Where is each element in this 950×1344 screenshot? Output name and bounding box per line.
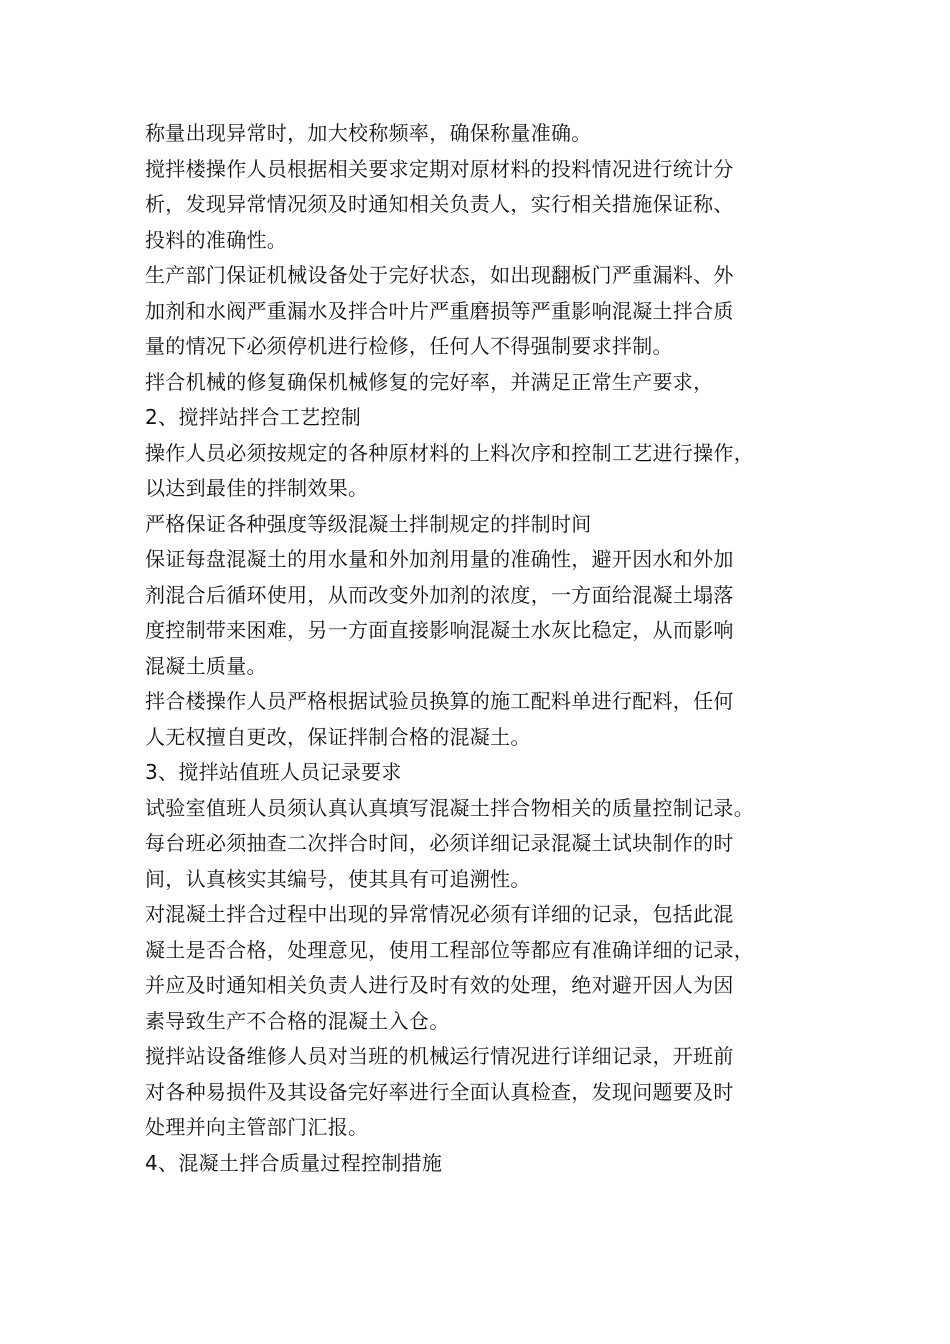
text-line: 析，发现异常情况须及时通知相关负责人，实行相关措施保证称、 bbox=[145, 192, 734, 216]
text-line: 间，认真核实其编号，使其具有可追溯性。 bbox=[145, 866, 531, 891]
text-line: 严格保证各种强度等级混凝土拌制规定的拌制时间 bbox=[145, 511, 592, 536]
text-line: 每台班必须抽查二次拌合时间，必须详细记录混凝土试块制作的时 bbox=[145, 831, 734, 855]
text-line: 对各种易损件及其设备完好率进行全面认真检查，发现问题要及时 bbox=[145, 1079, 734, 1104]
text-line: 试验室值班人员须认真认真填写混凝土拌合物相关的质量控制记录。 bbox=[145, 795, 754, 820]
text-line: 度控制带来困难，另一方面直接影响混凝土水灰比稳定，从而影响 bbox=[145, 618, 734, 642]
section-heading: 2、搅拌站拌合工艺控制 bbox=[145, 405, 362, 429]
text-line: 并应及时通知相关负责人进行及时有效的处理，绝对避开因人为因 bbox=[145, 973, 734, 997]
text-line: 处理并向主管部门汇报。 bbox=[145, 1115, 369, 1139]
text-line: 量的情况下必须停机进行检修，任何人不得强制要求拌制。 bbox=[145, 334, 673, 358]
text-line: 对混凝土拌合过程中出现的异常情况必须有详细的记录，包括此混 bbox=[145, 902, 734, 926]
text-line: 人无权擅自更改，保证拌制合格的混凝土。 bbox=[145, 724, 531, 749]
text-line: 搅拌楼操作人员根据相关要求定期对原材料的投料情况进行统计分 bbox=[145, 156, 734, 181]
text-line: 以达到最佳的拌制效果。 bbox=[145, 476, 369, 500]
text-line: 加剂和水阀严重漏水及拌合叶片严重磨损等严重影响混凝土拌合质 bbox=[145, 298, 734, 323]
text-line: 拌合机械的修复确保机械修复的完好率，并满足正常生产要求， bbox=[145, 369, 714, 394]
text-line: 操作人员必须按规定的各种原材料的上料次序和控制工艺进行操作， bbox=[145, 440, 754, 465]
document-body bbox=[145, 116, 825, 1181]
text-line: 搅拌站设备维修人员对当班的机械运行情况进行详细记录，开班前 bbox=[145, 1044, 734, 1068]
text-line: 拌合楼操作人员严格根据试验员换算的施工配料单进行配料，任何 bbox=[145, 689, 734, 713]
section-heading: 4、混凝土拌合质量过程控制措施 bbox=[145, 1150, 443, 1175]
text-line: 剂混合后循环使用，从而改变外加剂的浓度，一方面给混凝土塌落 bbox=[145, 582, 734, 607]
section-heading: 3、搅拌站值班人员记录要求 bbox=[145, 760, 402, 784]
text-line: 投料的准确性。 bbox=[145, 227, 288, 252]
text-line: 称量出现异常时，加大校称频率，确保称量准确。 bbox=[145, 121, 592, 145]
text-line: 生产部门保证机械设备处于完好状态，如出现翻板门严重漏料、外 bbox=[145, 263, 734, 287]
text-line: 凝土是否合格，处理意见，使用工程部位等都应有准确详细的记录， bbox=[145, 937, 754, 962]
text-line: 素导致生产不合格的混凝土入仓。 bbox=[145, 1008, 450, 1033]
text-line: 保证每盘混凝土的用水量和外加剂用量的准确性，避开因水和外加 bbox=[145, 547, 734, 571]
text-line: 混凝土质量。 bbox=[145, 653, 267, 678]
